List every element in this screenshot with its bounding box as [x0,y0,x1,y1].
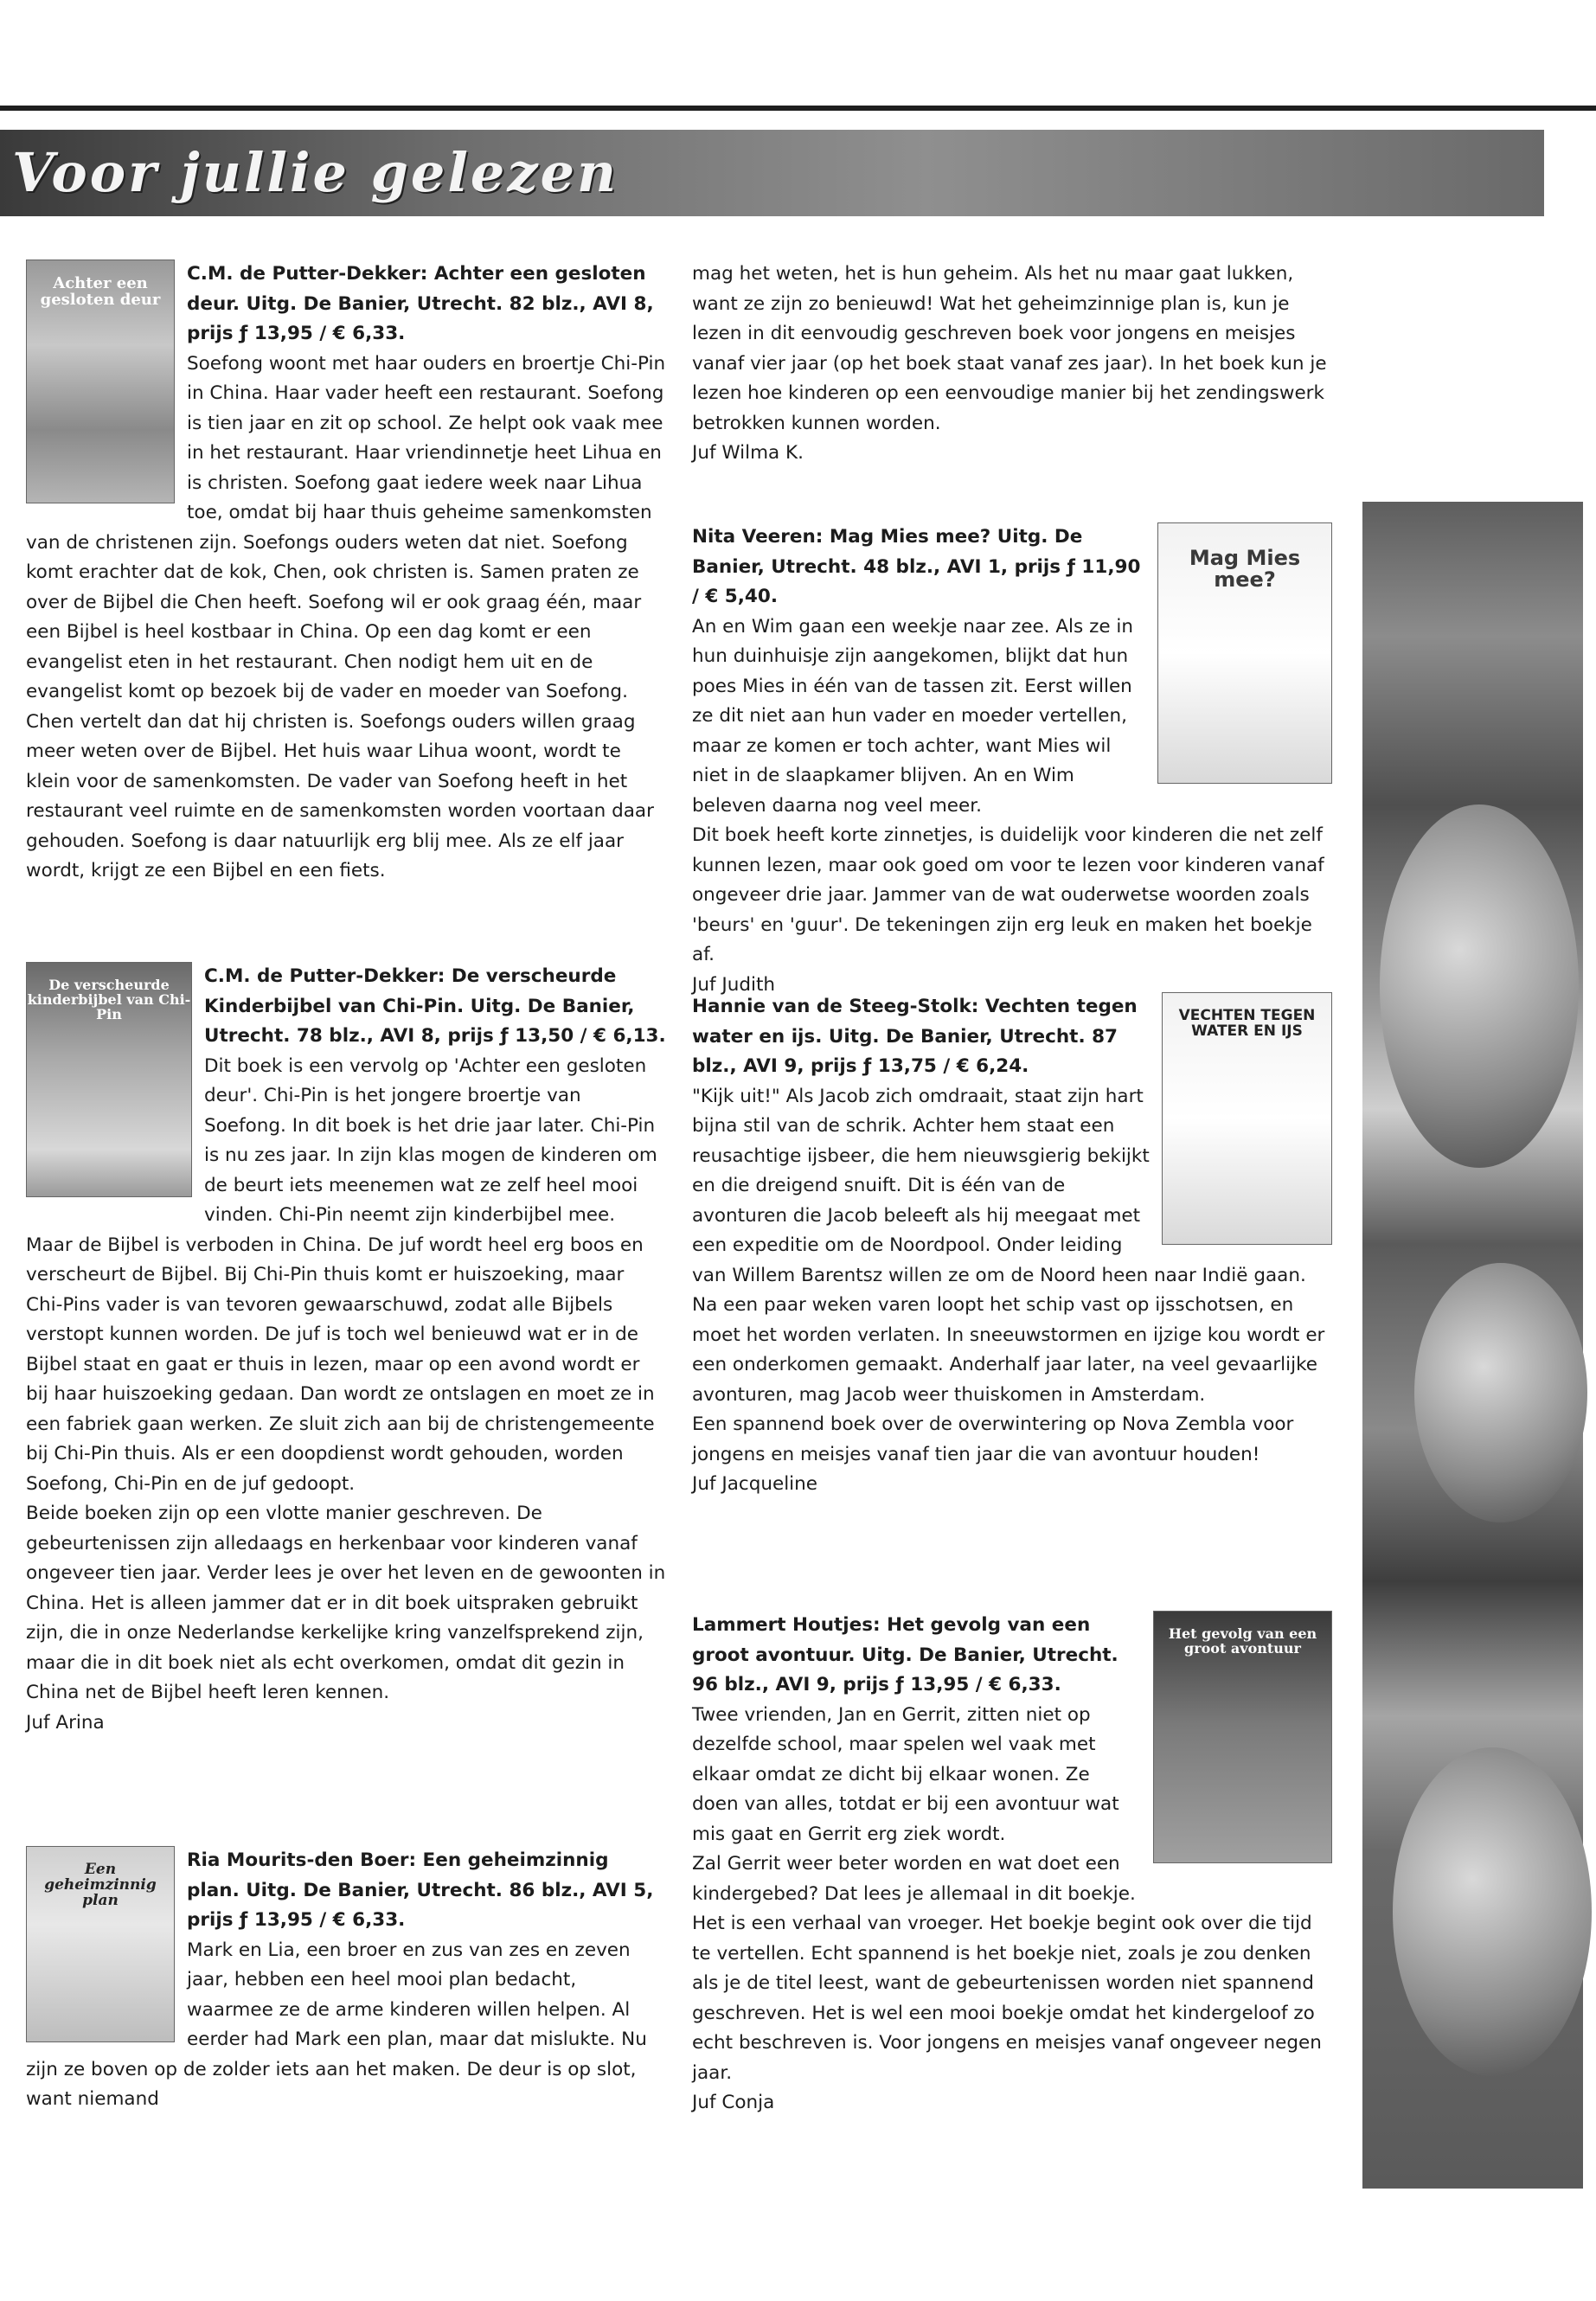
review-heading: Nita Veeren: Mag Mies mee? Uitg. De Banier, Utrecht. 48 blz., AVI 1, prijs ƒ 11,90 / € 5,40. [692,526,1141,607]
review-body-2: Een spannend boek over de overwintering op Nova Zembla voor jongens en meisjes vanaf tien jaar die van avontuur houden! [692,1413,1294,1465]
review-mag-mies-mee [692,522,1332,1000]
review-body-3: Het is een verhaal van vroeger. Het boekje begint ook over die tijd te vertellen. Echt spannend is het boekje niet, zoals je zou denken als je de titel leest, want de gebeurtenissen worden niet spannend geschreven. Het is wel een mooi boekje omdat het kindergeloof zo echt beschreven is. Voor jongens en meisjes vanaf ongeveer negen jaar. [692,1913,1322,2084]
review-een-geheimzinnig-plan-continued [692,260,1332,469]
review-body: An en Wim gaan een weekje naar zee. Als ze in hun duinhuisje zijn aangekomen, blijkt dat hun poes Mies in één van de tassen zit. Eerst willen ze dit niet aan hun vader en moeder vertellen, maar ze komen er toch achter, want Mies wil niet in de slaapkamer blijven. An en Wim beleven daarna nog veel meer. [692,615,1134,817]
book-cover [1157,522,1332,784]
book-cover [26,260,175,503]
cover-title: Achter een gesloten deur [40,274,161,309]
review-signature: Juf Arina [26,1711,105,1734]
review-heading: Hannie van de Steeg-Stolk: Vechten tegen water en ijs. Uitg. De Banier, Utrecht. 87 blz., AVI 9, prijs ƒ 13,75 / € 6,24. [692,996,1138,1077]
review-body: Dit boek is een vervolg op 'Achter een gesloten deur'. Chi-Pin is het jongere broertje van Soefong. In dit boek is het drie jaar later. Chi-Pin is nu zes jaar. In zijn klas mogen de kinderen om de beurt iets meenemen wat ze zelf heel mooi vinden. Chi-Pin neemt zijn kinderbijbel mee. Maar de Bijbel is verboden in China. De juf wordt heel erg boos en verscheurt de Bijbel. Bij Chi-Pin thuis komt er huiszoeking, maar Chi-Pins vader is van tevoren gewaarschuwd, zodat alle Bijbels verstopt kunnen worden. De juf is toch wel benieuwd wat er in de Bijbel staat en gaat er thuis in lezen, maar op een avond wordt er bij haar huiszoeking gedaan. Dan wordt ze ontslagen en moet ze in een fabriek gaan werken. Ze sluit zich aan bij de christengemeente bij Chi-Pin thuis. Als er een doopdienst wordt gehouden, worden Soefong, Chi-Pin en de juf gedoopt. [26,1054,657,1495]
review-signature: Juf Conja [692,2092,775,2113]
book-cover [26,1846,175,2042]
face-child [1414,1263,1587,1522]
review-heading: Ria Mourits-den Boer: Een geheimzinnig plan. Uitg. De Banier, Utrecht. 86 blz., AVI 5, prijs ƒ 13,95 / € 6,33. [187,1849,654,1931]
review-heading: C.M. de Putter-Dekker: De verscheurde Kinderbijbel van Chi-Pin. Uitg. De Banier, Utrecht. 78 blz., AVI 8, prijs ƒ 13,50 / € 6,13. [204,965,666,1047]
review-vechten-tegen-water-en-ijs [692,992,1332,1500]
cover-title: Het gevolg van een groot avontuur [1168,1625,1317,1657]
review-het-gevolg-van-een-groot-avontuur [692,1611,1332,2118]
cover-title: Een geheimzinnig plan [44,1861,157,1909]
review-body: Soefong woont met haar ouders en broertje Chi-Pin in China. Haar vader heeft een restaurant. Soefong is tien jaar en zit op school. Ze helpt ook vaak mee in het restaurant. Haar vriendinnetje heet Lihua en is christen. Soefong gaat iedere week naar Lihua toe, omdat bij haar thuis geheime samenkomsten van de christenen zijn. Soefongs ouders weten dat niet. Soefong komt erachter dat de kok, Chen, ook christen is. Samen praten ze over de Bijbel die Chen heeft. Soefong wil er ook graag één, maar een Bijbel is heel kostbaar in China. Op een dag komt er een evangelist eten in het restaurant. Chen nodigt hem uit en de evangelist komt op bezoek bij de vader en moeder van Soefong. Chen vertelt dan dat hij christen is. Soefongs ouders willen graag meer weten over de Bijbel. Het huis waar Lihua woont, wordt te klein voor de samenkomsten. De vader van Soefong heeft in het restaurant veel ruimte en de samenkomsten worden voortaan daar gehouden. Soefong is daar natuurlijk erg blij mee. Als ze elf jaar wordt, krijgt ze een Bijbel en een fiets. [26,352,666,881]
cover-title: De verscheurde kinderbijbel van Chi-Pin [27,977,191,1022]
review-body-2: Dit boek heeft korte zinnetjes, is duidelijk voor kinderen die net zelf kunnen lezen, maar ook goed om voor te lezen voor kinderen vanaf ongeveer drie jaar. Jammer van de wat ouderwetse woorden zoals 'beurs' en 'guur'. De tekeningen zijn erg leuk en maken het boekje af. [692,824,1324,965]
face-girl [1393,1747,1592,2076]
review-een-geheimzinnig-plan [26,1846,666,2115]
review-body: "Kijk uit!" Als Jacob zich omdraait, staat zijn hart bijna stil van de schrik. Achter hem staat een reusachtige ijsbeer, die hem nieuwsgierig bekijkt en die dreigend snuift. Dit is één van de avonturen die Jacob beleeft als hij meegaat met een expeditie om de Noordpool. Onder leiding van Willem Barentsz willen ze om de Noord heen naar Indië gaan. Na een paar weken varen loopt het schip vast op ijsschotsen, en moet het worden verlaten. In sneeuwstormen en ijzige kou wordt er een onderkomen gemaakt. Anderhalf jaar later, na veel gevaarlijke avonturen, mag Jacob weer thuiskomen in Amsterdam. [692,1085,1325,1406]
review-body: Mark en Lia, een broer en zus van zes en zeven jaar, hebben een heel mooi plan bedacht, waarmee ze de arme kinderen willen helpen. Al eerder had Mark een plan, maar dat mislukte. Nu zijn ze boven op de zolder iets aan het maken. De deur is op slot, want niemand [26,1939,647,2110]
page-title: Voor jullie gelezen [12,141,619,204]
review-body-2: Zal Gerrit weer beter worden en wat doet een kindergebed? Dat lees je allemaal in dit boekje. [692,1853,1136,1905]
review-heading: C.M. de Putter-Dekker: Achter een gesloten deur. Uitg. De Banier, Utrecht. 82 blz., AVI 8, prijs ƒ 13,95 / € 6,33. [187,263,654,344]
children-photo [1362,502,1583,2189]
cover-title: Mag Mies mee? [1189,546,1301,593]
review-de-verscheurde-kinderbijbel [26,962,666,1738]
top-rule [0,106,1596,111]
review-body: Twee vrienden, Jan en Gerrit, zitten niet op dezelfde school, maar spelen wel vaak met elkaar omdat ze dicht bij elkaar wonen. Ze doen van alles, totdat er bij een avontuur wat mis gaat en Gerrit erg ziek wordt. [692,1703,1119,1845]
review-signature: Juf Jacqueline [692,1473,818,1495]
review-body-continued: mag het weten, het is hun geheim. Als het nu maar gaat lukken, want ze zijn zo benieuwd! Wat het geheimzinnige plan is, kun je lezen in dit eenvoudig geschreven boek voor jongens en meisjes vanaf vier jaar (op het boek staat vanaf zes jaar). In het boek kun je lezen hoe kinderen op een eenvoudige manier bij het zendingswerk betrokken kunnen worden. [692,263,1327,434]
review-signature: Juf Wilma K. [692,442,804,464]
cover-title: VECHTEN TEGEN WATER EN IJS [1178,1007,1316,1040]
book-cover [1162,992,1332,1245]
review-body-2: Beide boeken zijn op een vlotte manier geschreven. De gebeurtenissen zijn alledaags en herkenbaar voor kinderen vanaf ongeveer tien jaar. Verder lees je over het leven en de gewoonten in China. Het is alleen jammer dat er in dit boek uitspraken gebruikt zijn, die in onze Nederlandse kerkelijke kring vanzelfsprekend zijn, maar die in dit boek niet als echt overkomen, omdat dit gezin in China net de Bijbel heeft leren kennen. [26,1503,666,1703]
face-smiling-woman [1380,804,1579,1168]
review-heading: Lammert Houtjes: Het gevolg van een groot avontuur. Uitg. De Banier, Utrecht. 96 blz., AVI 9, prijs ƒ 13,95 / € 6,33. [692,1614,1118,1695]
review-signature: Juf Judith [692,973,776,996]
review-achter-een-gesloten-deur [26,260,666,887]
book-cover [1153,1611,1332,1863]
book-cover [26,962,192,1197]
